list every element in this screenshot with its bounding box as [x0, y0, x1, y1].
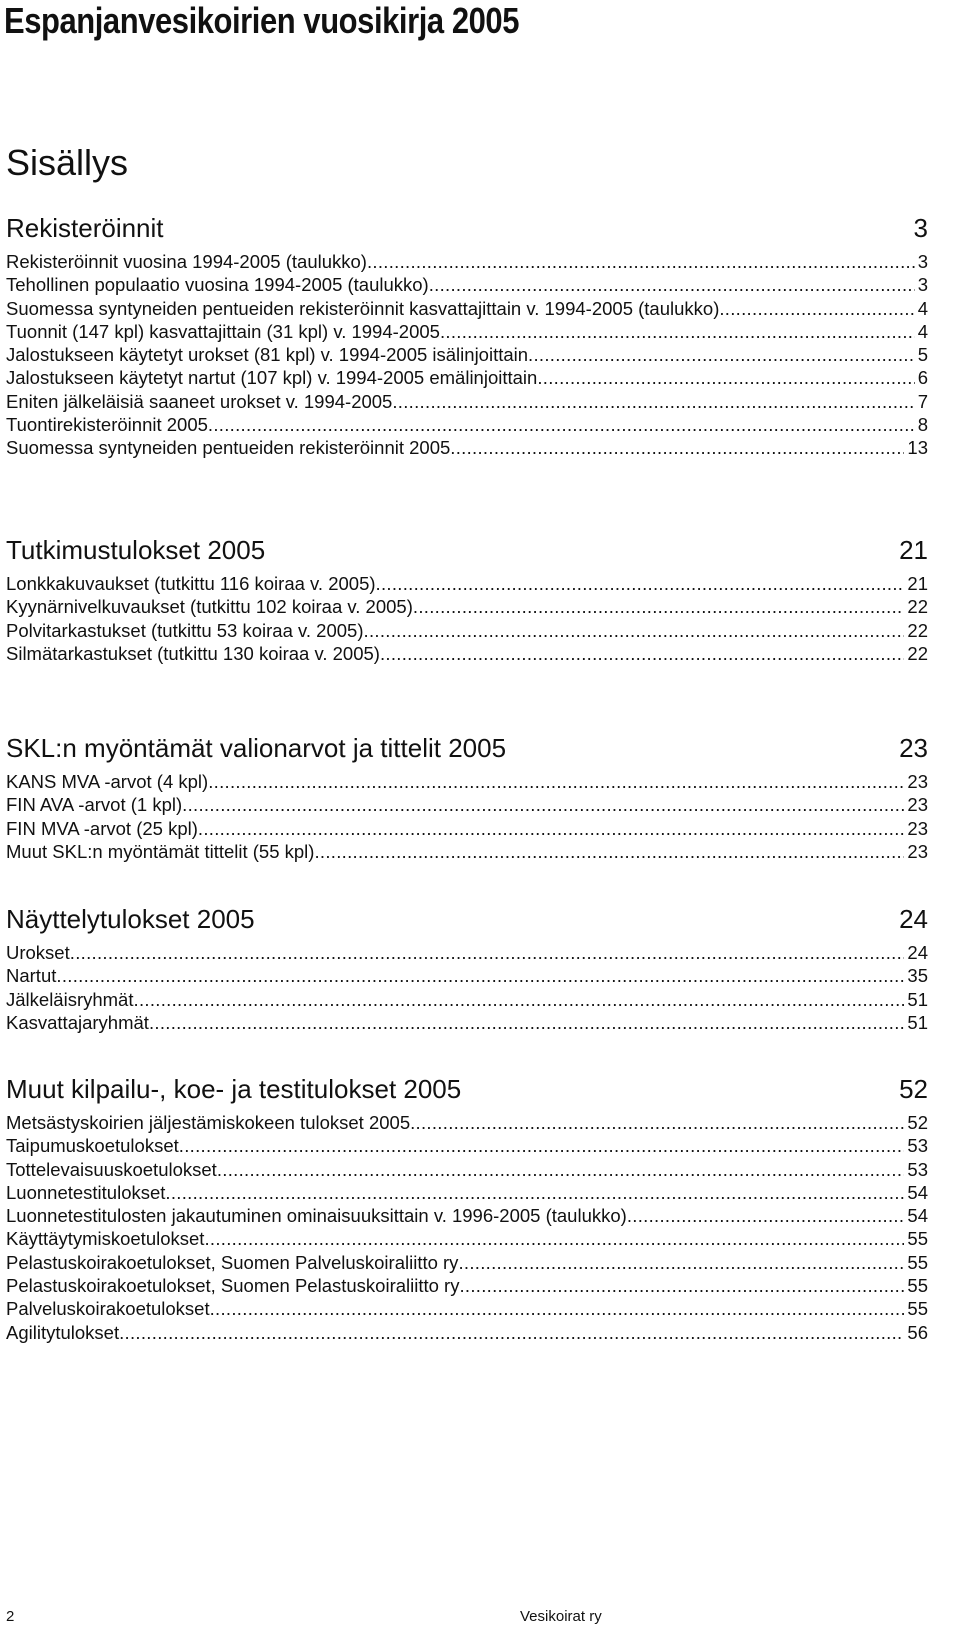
- toc-entry-page: 35: [907, 965, 928, 987]
- toc-section: [6, 1071, 928, 1344]
- toc-entry-title: Rekisteröinnit vuosina 1994-2005 (taulukko): [6, 251, 367, 272]
- toc-entry[interactable]: [6, 770, 928, 793]
- dot-leader: [208, 770, 904, 793]
- toc-entry[interactable]: [6, 941, 928, 964]
- dot-leader: [217, 1158, 905, 1181]
- toc-entry-title: Taipumuskoetulokset: [6, 1135, 179, 1157]
- toc-entry-page: 55: [907, 1251, 928, 1273]
- toc-entry-title: FIN MVA -arvot (25 kpl): [6, 817, 198, 839]
- section-page-number: 3: [913, 213, 928, 243]
- dot-leader: [210, 1297, 905, 1320]
- dot-leader: [165, 1181, 904, 1204]
- dot-leader: [198, 817, 905, 840]
- dot-leader: [450, 436, 904, 459]
- toc-entry-title: Tuontirekisteröinnit 2005: [6, 414, 208, 436]
- toc-heading: Sisällys: [6, 142, 129, 183]
- toc-entry-title: Polvitarkastukset (tutkittu 53 koiraa v. 2005): [6, 619, 364, 641]
- toc-entry-title: Urokset: [6, 942, 70, 963]
- toc-entry[interactable]: [6, 642, 928, 665]
- toc-entry[interactable]: [6, 1204, 928, 1227]
- dot-leader: [367, 250, 915, 273]
- toc-entry[interactable]: [6, 1251, 928, 1274]
- toc-entry[interactable]: [6, 1158, 928, 1181]
- toc-entry[interactable]: [6, 964, 928, 987]
- toc-entry-title: Tehollinen populaatio vuosina 1994-2005 (taulukko): [6, 274, 429, 296]
- dot-leader: [380, 642, 904, 665]
- dot-leader: [56, 964, 904, 987]
- toc-entry[interactable]: [6, 1134, 928, 1157]
- toc-entry-page: 51: [907, 988, 928, 1010]
- toc-entry-page: 55: [907, 1275, 928, 1297]
- toc-entry[interactable]: [6, 595, 928, 618]
- section-heading[interactable]: [6, 730, 928, 766]
- toc-entry[interactable]: [6, 343, 928, 366]
- dot-leader: [204, 1227, 904, 1250]
- dot-leader: [440, 320, 915, 343]
- toc-entry-page: 23: [907, 840, 928, 862]
- toc-entry[interactable]: [6, 1111, 928, 1134]
- toc-entry-page: 22: [907, 619, 928, 641]
- toc-entry[interactable]: [6, 1321, 928, 1344]
- toc-entry-title: Tottelevaisuuskoetulokset: [6, 1158, 217, 1180]
- footer-page-number: 2: [6, 1608, 15, 1625]
- section-heading[interactable]: [6, 210, 928, 246]
- toc-entry-page: 13: [907, 437, 928, 459]
- dot-leader: [364, 619, 905, 642]
- dot-leader: [149, 1011, 904, 1034]
- toc-entry-page: 56: [907, 1321, 928, 1343]
- toc-entry[interactable]: [6, 1181, 928, 1204]
- toc-entry-page: 8: [917, 414, 928, 436]
- section-heading[interactable]: [6, 901, 928, 937]
- toc-entry-page: 4: [917, 320, 928, 342]
- toc-entry-title: Silmätarkastukset (tutkittu 130 koiraa v. 2005): [6, 642, 380, 664]
- toc-entry-title: Pelastuskoirakoetulokset, Suomen Palveluskoiraliitto ry: [6, 1251, 459, 1273]
- toc-entry-title: Nartut: [6, 965, 57, 987]
- toc-entry[interactable]: [6, 793, 928, 816]
- toc-entry-title: FIN AVA -arvot (1 kpl): [6, 794, 183, 816]
- toc-entry-page: 22: [907, 642, 928, 664]
- toc-entry-page: 3: [917, 251, 928, 272]
- dot-leader: [208, 413, 915, 436]
- toc-entry-title: Metsästyskoirien jäljestämiskokeen tulokset 2005: [6, 1112, 411, 1133]
- toc-section: [6, 730, 928, 863]
- dot-leader: [410, 1111, 904, 1134]
- footer-publisher: Vesikoirat ry: [520, 1608, 602, 1625]
- toc-entry-title: Kasvattajaryhmät: [6, 1011, 149, 1033]
- toc-entry-title: Palveluskoirakoetulokset: [6, 1298, 210, 1320]
- toc-entry-page: 53: [907, 1135, 928, 1157]
- toc-section: [6, 210, 928, 460]
- toc-entry[interactable]: [6, 1274, 928, 1297]
- dot-leader: [119, 1321, 904, 1344]
- toc-entry-page: 7: [917, 390, 928, 412]
- toc-entry-page: 55: [907, 1228, 928, 1250]
- dot-leader: [413, 595, 905, 618]
- document-title: Espanjanvesikoirien vuosikirja 2005: [4, 0, 519, 41]
- dot-leader: [537, 366, 914, 389]
- section-title: Rekisteröinnit: [6, 213, 164, 243]
- toc-entry-page: 24: [907, 942, 928, 963]
- toc-entry[interactable]: [6, 413, 928, 436]
- toc-entry[interactable]: [6, 1297, 928, 1320]
- toc-entry-title: Jälkeläisryhmät: [6, 988, 134, 1010]
- toc-entry-title: Agilitytulokset: [6, 1321, 120, 1343]
- toc-entry-page: 52: [907, 1112, 928, 1133]
- toc-entry-page: 55: [907, 1298, 928, 1320]
- toc-entry-title: Muut SKL:n myöntämät tittelit (55 kpl): [6, 840, 315, 862]
- toc-entry-page: 54: [907, 1205, 928, 1227]
- dot-leader: [182, 793, 904, 816]
- section-page-number: 23: [899, 733, 928, 763]
- toc-entry[interactable]: [6, 572, 928, 595]
- dot-leader: [70, 941, 905, 964]
- dot-leader: [719, 297, 914, 320]
- toc-entry-title: Tuonnit (147 kpl) kasvattajittain (31 kpl) v. 1994-2005: [6, 320, 440, 342]
- toc-entry-title: Lonkkakuvaukset (tutkittu 116 koiraa v. 2005): [6, 573, 376, 594]
- toc-entry[interactable]: [6, 1011, 928, 1034]
- section-heading[interactable]: [6, 532, 928, 568]
- toc-entry[interactable]: [6, 1227, 928, 1250]
- toc-entry-page: 23: [907, 771, 928, 792]
- toc-entry[interactable]: [6, 273, 928, 296]
- toc-entry[interactable]: [6, 366, 928, 389]
- toc-entry-page: 5: [917, 344, 928, 366]
- toc-entry-title: Jalostukseen käytetyt urokset (81 kpl) v. 1994-2005 isälinjoittain: [6, 344, 529, 366]
- toc-entry[interactable]: [6, 297, 928, 320]
- toc-entry[interactable]: [6, 320, 928, 343]
- toc-entry-page: 23: [907, 817, 928, 839]
- section-page-number: 24: [899, 904, 928, 934]
- dot-leader: [459, 1274, 904, 1297]
- toc-entry-page: 23: [907, 794, 928, 816]
- section-title: Näyttelytulokset 2005: [6, 904, 255, 934]
- toc-entry-page: 21: [907, 573, 928, 594]
- section-title: Tutkimustulokset 2005: [6, 535, 266, 565]
- toc-section: [6, 532, 928, 665]
- toc-entry-page: 3: [917, 274, 928, 296]
- toc-entry-title: Luonnetestitulokset: [6, 1181, 166, 1203]
- toc-section: [6, 901, 928, 1034]
- section-page-number: 21: [899, 535, 928, 565]
- toc-entry-title: Luonnetestitulosten jakautuminen ominaisuuksittain v. 1996-2005 (taulukko): [6, 1205, 627, 1227]
- toc-entry-page: 6: [917, 367, 928, 389]
- toc-entry-title: KANS MVA -arvot (4 kpl): [6, 771, 209, 792]
- toc-entry-title: Suomessa syntyneiden pentueiden rekisteröinnit kasvattajittain v. 1994-2005 (taulukko): [6, 297, 720, 319]
- toc-entry-title: Eniten jälkeläisiä saaneet urokset v. 1994-2005: [6, 390, 393, 412]
- dot-leader: [528, 343, 915, 366]
- toc-entry-page: 4: [917, 297, 928, 319]
- dot-leader: [627, 1204, 905, 1227]
- toc-entry[interactable]: [6, 840, 928, 863]
- toc-entry[interactable]: [6, 619, 928, 642]
- toc-entry-page: 54: [907, 1181, 928, 1203]
- toc-entry-title: Käyttäytymiskoetulokset: [6, 1228, 205, 1250]
- toc-entry[interactable]: [6, 817, 928, 840]
- dot-leader: [314, 840, 904, 863]
- dot-leader: [179, 1134, 905, 1157]
- toc-entry-page: 22: [907, 596, 928, 618]
- toc-entry[interactable]: [6, 988, 928, 1011]
- dot-leader: [376, 572, 905, 595]
- toc-entry-page: 53: [907, 1158, 928, 1180]
- dot-leader: [392, 390, 914, 413]
- toc-entry[interactable]: [6, 436, 928, 459]
- section-title: SKL:n myöntämät valionarvot ja tittelit 2005: [6, 733, 507, 763]
- section-title: Muut kilpailu-, koe- ja testitulokset 2005: [6, 1074, 462, 1104]
- section-page-number: 52: [899, 1074, 928, 1104]
- section-heading[interactable]: [6, 1071, 928, 1107]
- dot-leader: [458, 1251, 904, 1274]
- dot-leader: [429, 273, 915, 296]
- toc-entry-title: Suomessa syntyneiden pentueiden rekisteröinnit 2005: [6, 437, 451, 459]
- toc-entry-title: Kyynärnivelkuvaukset (tutkittu 102 koiraa v. 2005): [6, 596, 413, 618]
- dot-leader: [134, 988, 905, 1011]
- toc-entry-page: 51: [907, 1011, 928, 1033]
- toc-entry-title: Pelastuskoirakoetulokset, Suomen Pelastuskoiraliitto ry: [6, 1275, 460, 1297]
- toc-entry[interactable]: [6, 250, 928, 273]
- toc-entry-title: Jalostukseen käytetyt nartut (107 kpl) v. 1994-2005 emälinjoittain: [6, 367, 538, 389]
- toc-entry[interactable]: [6, 390, 928, 413]
